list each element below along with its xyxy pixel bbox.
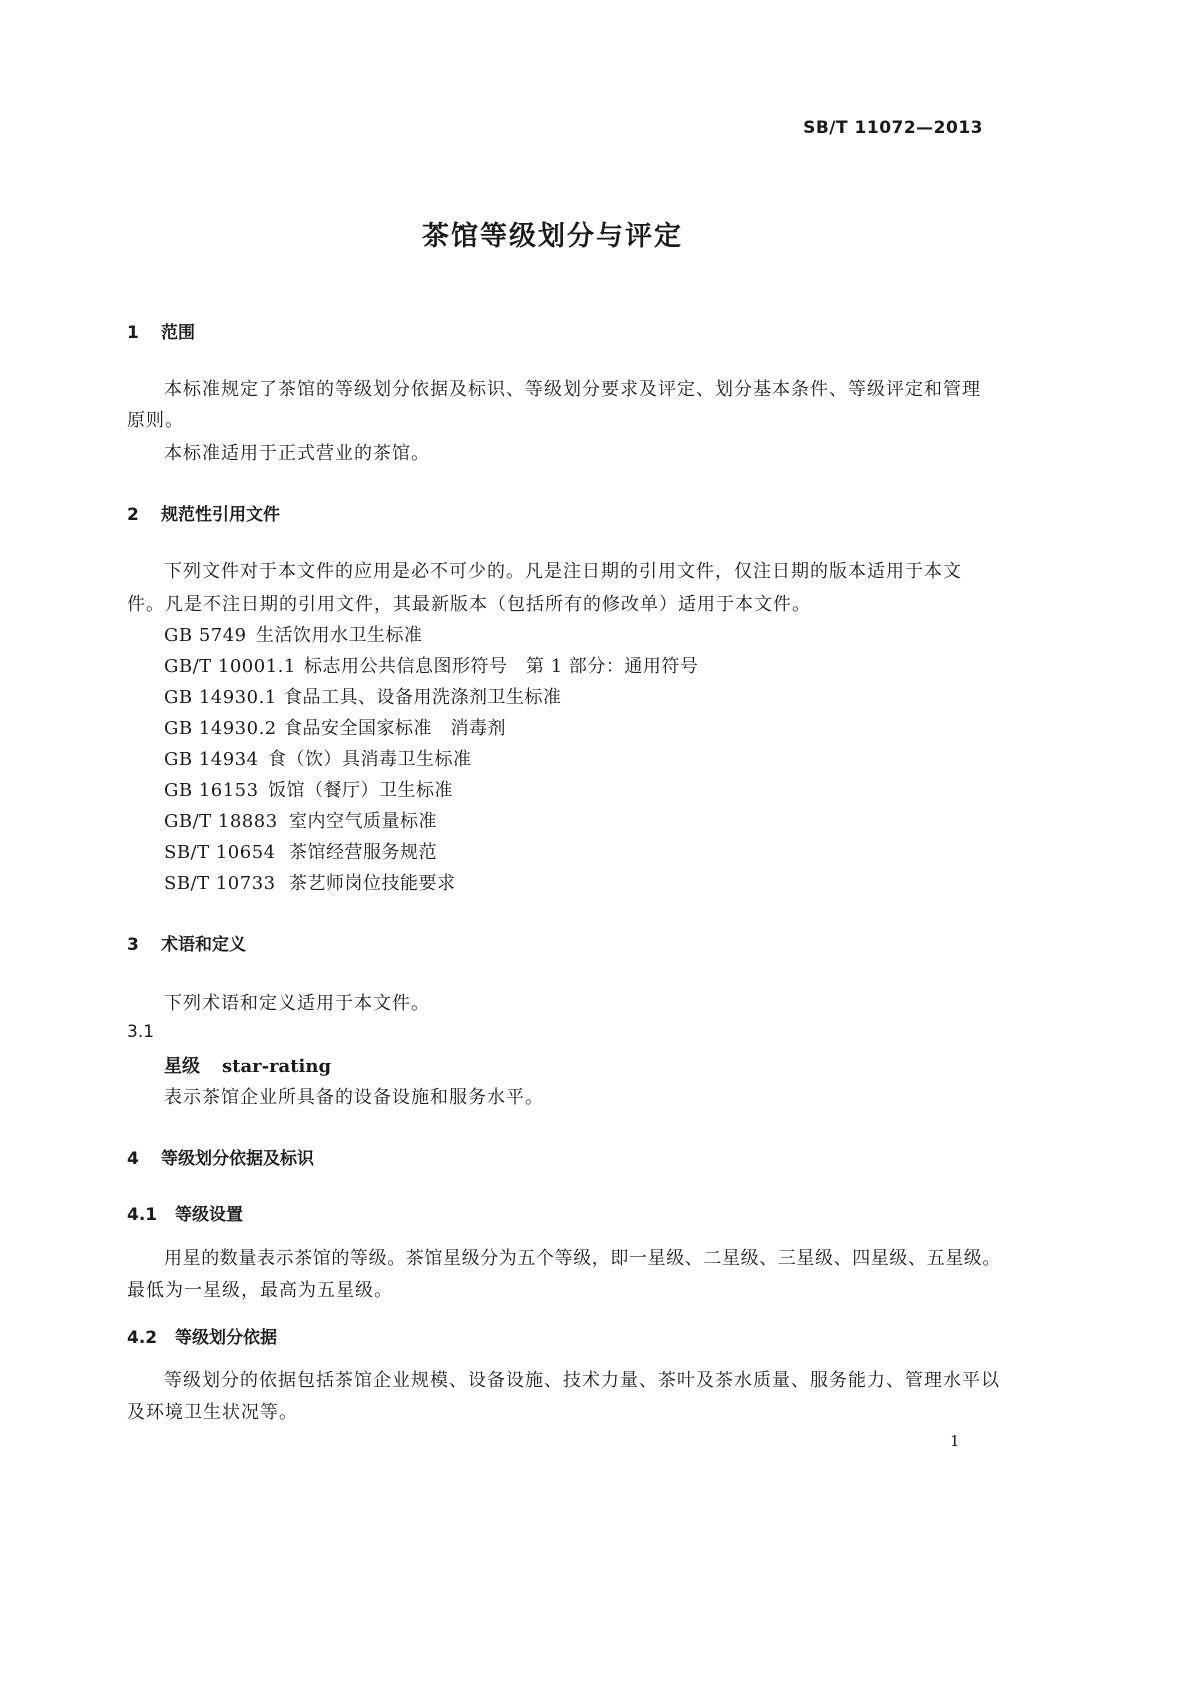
section-title: 规范性引用文件	[161, 505, 280, 525]
reference-code: GB 14934	[164, 749, 259, 770]
reference-code: SB/T 10654	[164, 842, 276, 863]
paragraph: 原则。	[127, 410, 184, 431]
section-4-heading	[127, 1144, 314, 1169]
reference-code: SB/T 10733	[164, 873, 276, 894]
reference-item	[164, 652, 698, 678]
reference-title: 标志用公共信息图形符号 第 1 部分：通用符号	[304, 656, 699, 677]
reference-code: GB 14930.2	[164, 718, 277, 739]
reference-item	[164, 621, 423, 647]
section-1-heading	[127, 318, 195, 343]
reference-title: 食品工具、设备用洗涤剂卫生标准	[284, 687, 562, 708]
reference-title: 饭馆（餐厅）卫生标准	[268, 780, 453, 801]
subsection-title: 等级设置	[175, 1205, 243, 1225]
standard-code: SB/T 11072—2013	[803, 118, 983, 138]
paragraph: 本标准适用于正式营业的茶馆。	[164, 443, 430, 464]
reference-item	[164, 683, 562, 709]
reference-title: 生活饮用水卫生标准	[256, 625, 423, 646]
paragraph: 本标准规定了茶馆的等级划分依据及标识、等级划分要求及评定、划分基本条件、等级评定和管理	[164, 379, 981, 400]
paragraph: 等级划分的依据包括茶馆企业规模、设备设施、技术力量、茶叶及茶水质量、服务能力、管理水平以	[164, 1370, 1000, 1391]
page-number: 1	[950, 1432, 960, 1450]
reference-code: GB/T 18883	[164, 811, 278, 832]
subsection-number: 4.2	[127, 1328, 158, 1348]
reference-title: 食品安全国家标准 消毒剂	[284, 718, 506, 739]
reference-code: GB/T 10001.1	[164, 656, 296, 677]
reference-code: GB 16153	[164, 780, 259, 801]
reference-code: GB 14930.1	[164, 687, 277, 708]
subsection-4-1-heading	[127, 1200, 243, 1225]
subsection-number: 4.1	[127, 1205, 158, 1225]
section-title: 术语和定义	[161, 935, 246, 955]
term-chinese: 星级	[164, 1056, 200, 1077]
document-title: 茶馆等级划分与评定	[422, 221, 683, 252]
reference-code: GB 5749	[164, 625, 247, 646]
paragraph: 下列术语和定义适用于本文件。	[164, 993, 430, 1014]
reference-item	[164, 745, 472, 771]
subsection-4-2-heading	[127, 1323, 277, 1348]
reference-item	[164, 807, 437, 833]
paragraph: 及环境卫生状况等。	[127, 1402, 298, 1423]
reference-title: 室内空气质量标准	[289, 811, 437, 832]
reference-title: 茶艺师岗位技能要求	[289, 873, 456, 894]
paragraph: 下列文件对于本文件的应用是必不可少的。凡是注日期的引用文件，仅注日期的版本适用于本文	[164, 561, 962, 582]
section-2-heading	[127, 500, 280, 525]
term-definition: 表示茶馆企业所具备的设备设施和服务水平。	[164, 1087, 544, 1108]
reference-title: 茶馆经营服务规范	[289, 842, 437, 863]
section-3-heading	[127, 930, 246, 955]
reference-title: 食（饮）具消毒卫生标准	[268, 749, 472, 770]
subsection-number: 3.1	[127, 1022, 155, 1042]
section-number: 2	[127, 505, 139, 525]
term-entry	[164, 1052, 331, 1078]
section-title: 等级划分依据及标识	[161, 1149, 314, 1169]
reference-item	[164, 838, 437, 864]
term-english: star-rating	[222, 1056, 332, 1077]
reference-item	[164, 714, 506, 740]
paragraph: 用星的数量表示茶馆的等级。茶馆星级分为五个等级，即一星级、二星级、三星级、四星级、五星级。	[164, 1248, 1001, 1269]
subsection-title: 等级划分依据	[175, 1328, 277, 1348]
paragraph: 件。凡是不注日期的引用文件，其最新版本（包括所有的修改单）适用于本文件。	[127, 594, 811, 615]
section-number: 1	[127, 323, 139, 343]
section-number: 4	[127, 1149, 139, 1169]
section-title: 范围	[161, 323, 195, 343]
section-number: 3	[127, 935, 139, 955]
paragraph: 最低为一星级，最高为五星级。	[127, 1280, 393, 1301]
reference-item	[164, 869, 456, 895]
reference-item	[164, 776, 453, 802]
